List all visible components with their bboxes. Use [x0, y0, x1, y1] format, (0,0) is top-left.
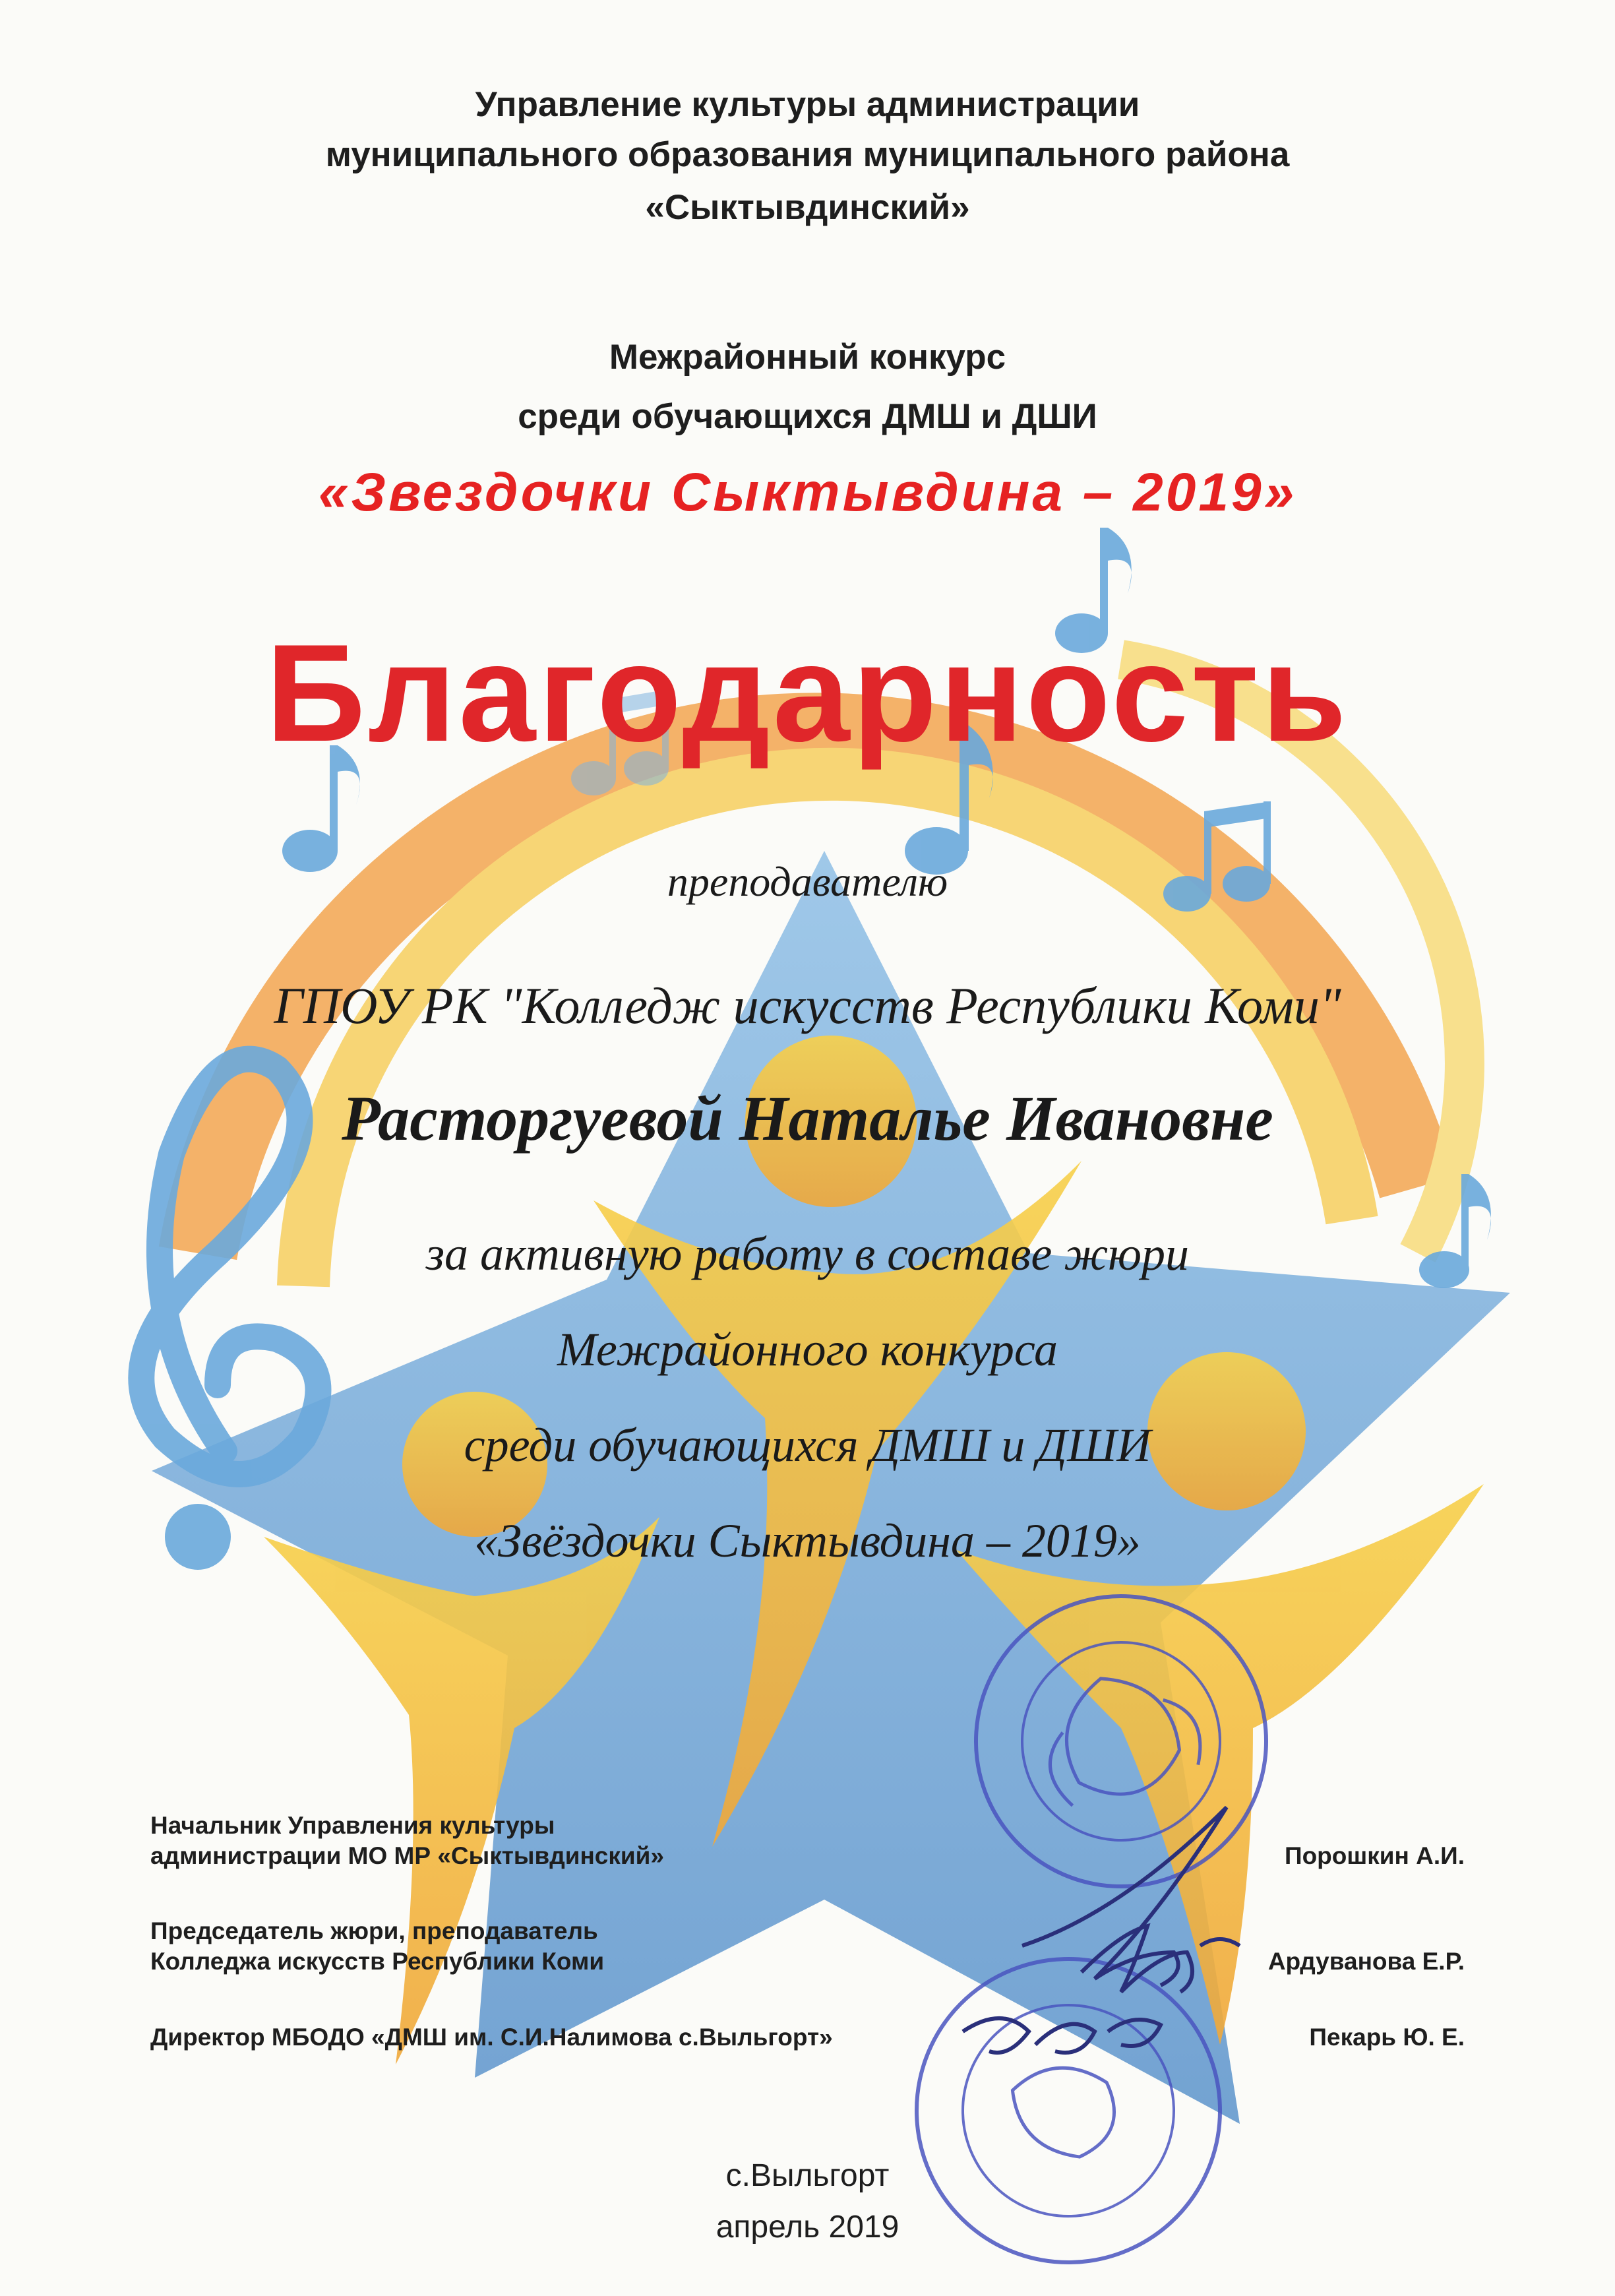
issue-date: апрель 2019: [716, 2210, 899, 2245]
signatory-position: [150, 2022, 833, 2053]
reason-line-1: за активную работу в составе жюри: [425, 1227, 1190, 1280]
recipient-name: Расторгуевой Наталье Ивановне: [342, 1083, 1273, 1154]
signatory-position: [150, 1916, 604, 1977]
contest-title: «Звездочки Сыктывдина – 2019»: [318, 462, 1297, 522]
recipient-organization: ГПОУ РК "Колледж искусств Республики Коми": [274, 977, 1341, 1034]
issue-place: с.Выльгорт: [725, 2158, 890, 2193]
issuer-line-1: Управление культуры администрации: [475, 85, 1140, 124]
contest-line-2: среди обучающихся ДМШ и ДШИ: [518, 397, 1097, 436]
signatory-name: Порошкин А.И.: [1284, 1842, 1465, 1869]
contest-line-1: Межрайонный конкурс: [609, 338, 1006, 377]
signatory-position: [150, 1811, 664, 1871]
reason-line-4: «Звёздочки Сыктывдина – 2019»: [474, 1514, 1141, 1567]
signatory-position-line: Колледжа искусств Республики Коми: [150, 1948, 605, 1975]
reason-line-2: Межрайонного конкурса: [557, 1323, 1058, 1376]
signatory-position-line: Директор МБОДО «ДМШ им. С.И.Налимова с.Выльгорт»: [150, 2024, 833, 2051]
document-title: Благодарность: [266, 615, 1349, 770]
signatory-position-line: Председатель жюри, преподаватель: [150, 1917, 598, 1944]
reason-line-3: среди обучающихся ДМШ и ДШИ: [464, 1419, 1151, 1472]
signatory-name: Пекарь Ю. Е.: [1309, 2024, 1465, 2051]
signatory-name: Ардуванова Е.Р.: [1267, 1948, 1465, 1975]
issuer-line-2: муниципального образования муниципального района: [325, 135, 1290, 174]
signatory-position-line: администрации МО МР «Сыктывдинский»: [150, 1842, 664, 1869]
recipient-role: преподавателю: [667, 858, 948, 905]
signatory-position-line: Начальник Управления культуры: [150, 1812, 555, 1839]
issuer-line-3: «Сыктывдинский»: [645, 188, 970, 227]
